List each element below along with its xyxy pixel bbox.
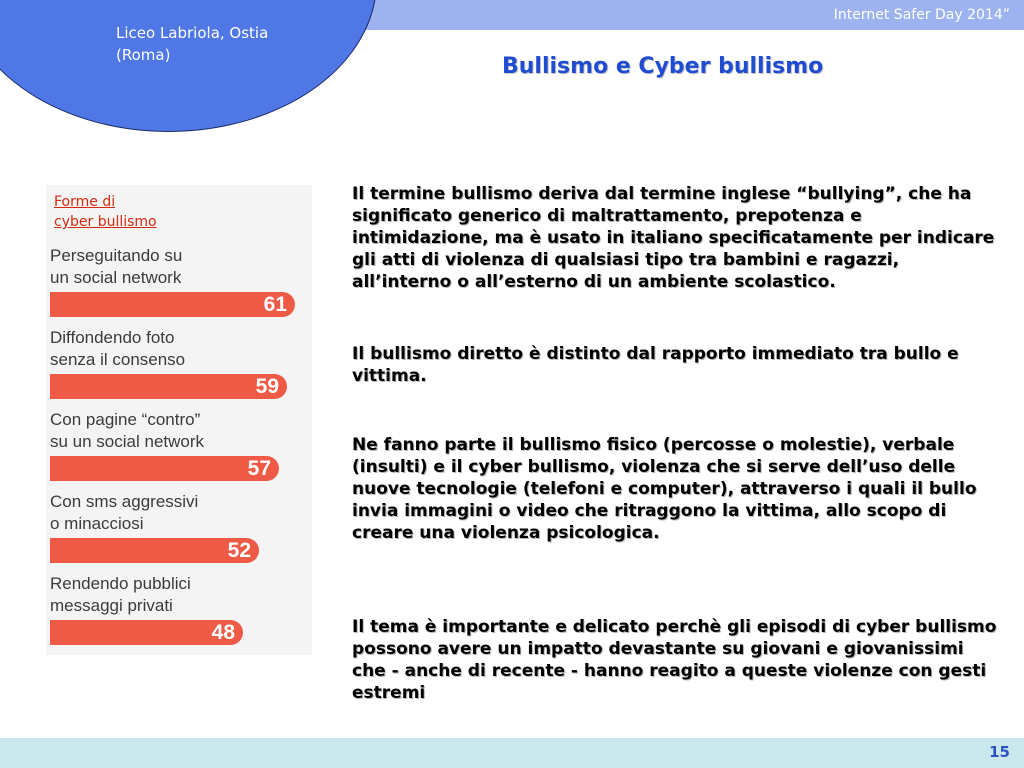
school-name [116,22,268,66]
chart-category-label [50,245,182,289]
paragraph-importance: Il tema è importante e delicato perchè gli episodi di cyber bullismo possono avere un impatto devastante su giovani e giovanissimi che - anche di recente - hanno reagito a queste violenze con gesti estremi [352,617,997,703]
chart-bar [50,292,295,317]
cyberbullying-chart [46,185,312,655]
chart-category-label [50,327,185,371]
chart-bar [50,620,243,645]
chart-category-label-line: un social network [50,268,182,287]
chart-category-label [50,491,198,535]
chart-category-label-line: o minacciosi [50,514,144,533]
chart-bar-value: 52 [227,539,251,562]
school-name-line2: (Roma) [116,46,171,64]
page-number: 15 [989,743,1010,761]
school-ellipse [0,0,377,132]
chart-title-line2: cyber bullismo [54,214,157,230]
paragraph-definition: Il termine bullismo deriva dal termine inglese “bullying”, che ha significato generico di maltrattamento, prepotenza e intimidazione, ma è usato in italiano specificatamente per indicare gli atti di violenza di qualsiasi tipo tra bambini e ragazzi, all’interno o all’esterno di un ambiente scolastico. [352,184,995,292]
chart-bar-value: 48 [211,621,235,644]
chart-bar-value: 61 [263,293,287,316]
chart-category-label-line: Diffondendo foto [50,328,175,347]
chart-category-label-line: su un social network [50,432,205,451]
chart-category-label-line: Con sms aggressivi [50,492,199,511]
bottom-bar [0,738,1024,768]
chart-bar [50,374,287,399]
chart-bar-value: 57 [247,457,271,480]
chart-category-label-line: senza il consenso [50,350,186,369]
chart-category-label-line: Rendendo pubblici [50,574,191,593]
event-name: Internet Safer Day 2014” [833,7,1010,23]
chart-title-line1: Forme di [54,194,116,210]
paragraph-types: Ne fanno parte il bullismo fisico (percosse o molestie), verbale (insulti) e il cyber bullismo, violenza che si serve dell’uso delle nuove tecnologie (telefoni e computer), attraverso i quali il bullo invia immagini o video che ritraggono la vittima, allo scopo di creare una violenza psicologica. [352,435,977,543]
chart-bar [50,456,279,481]
slide-title: Bullismo e Cyber bullismo [502,54,824,79]
chart-bar-value: 59 [255,375,279,398]
chart-category-label-line: Perseguitando su [50,246,183,265]
chart-category-label-line: messaggi privati [50,596,173,615]
chart-category-label-line: Con pagine “contro” [50,410,201,429]
school-name-line1: Liceo Labriola, Ostia [116,24,269,42]
chart-category-label [50,573,191,617]
chart-title [54,192,157,232]
paragraph-direct-bullying: Il bullismo diretto è distinto dal rapporto immediato tra bullo e vittima. [352,344,959,386]
chart-category-label [50,409,204,453]
chart-bar [50,538,259,563]
